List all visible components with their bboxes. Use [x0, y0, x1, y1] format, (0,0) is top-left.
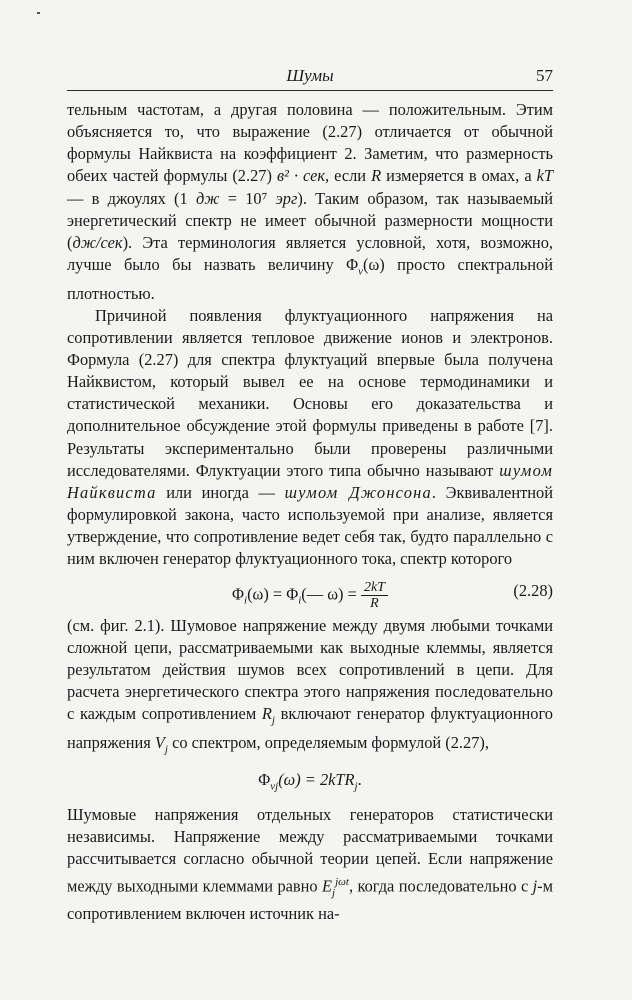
text-run: . Эквивалентной формулировкой закона, часто используемой при анализе, является утверждение, что сопротивление ведет себя так, будто параллельно с ним включен генератор флуктуационного тока, спектр которого — [67, 482, 553, 569]
subscript: v — [358, 265, 363, 278]
equation-2-28 — [67, 571, 553, 615]
term-johnson-noise: шумом Джонсона — [284, 482, 432, 502]
subscript: j — [354, 780, 358, 793]
text-run: (см. фиг. 2.1). Шумовое напряжение между двумя любыми точками сложной цепи, рассматриваемыми как выходные клеммы, является результатом действия шумов всех сопротивлений в цепи. Для расчета энергетического спектра этого напряжения последовательно с каждым сопротивлением — [67, 615, 553, 724]
symbol-kt: kT — [536, 166, 554, 186]
formula — [232, 580, 388, 612]
text-run: -м сопротивлением включен источник на- — [67, 876, 554, 924]
text-run: измеряется в омах, а — [381, 166, 537, 186]
term-nyquist-noise: шумом Найквиста — [67, 460, 553, 502]
running-title: Шумы — [286, 66, 334, 85]
subscript: j — [271, 714, 275, 727]
text-run: (ω) просто спектральной плотностью. — [67, 255, 553, 303]
paragraph-3 — [67, 615, 553, 761]
text-run: (ω) = 2kTR — [278, 770, 355, 790]
fraction-denominator: R — [370, 595, 379, 611]
page-body — [67, 99, 553, 926]
text-run: (ω) = Φ — [247, 583, 299, 603]
text-run: = 10⁷ — [219, 188, 276, 208]
text-run: (— ω) = — [301, 583, 357, 603]
subscript: vj — [270, 780, 279, 793]
unit-text: дж — [195, 188, 220, 208]
page-number: 57 — [536, 66, 553, 85]
symbol-r: R — [371, 166, 382, 186]
unit-text: в² · сек, — [276, 166, 330, 186]
text-run: — в джоулях (1 — [67, 188, 196, 208]
text-run: тельным частотам, а другая половина — положительным. Этим объясняется то, что выражение (2.27) отличается от обычной формулы Найквиста на коэффициент 2. Заметим, что размерность обеих частей формулы (2.27) — [67, 100, 553, 186]
equation-number: (2.28) — [513, 580, 553, 600]
paragraph-2 — [67, 305, 553, 571]
text-run: . — [357, 770, 362, 790]
text-run: Φ — [258, 770, 271, 790]
header-rule — [67, 90, 553, 91]
page-header — [67, 66, 553, 88]
text-run: если — [329, 166, 372, 186]
text-run: Шумовые напряжения отдельных генераторов статистически независимы. Напряжение между рассматриваемыми точками рассчитывается согласно обычной теории цепей. Если напряжение между выходными клеммами равно — [67, 805, 553, 895]
text-run: включают генератор флуктуационного напряжения — [67, 704, 553, 752]
subscript: i — [298, 594, 302, 607]
fraction-numerator: 2kT — [361, 580, 388, 596]
symbol-v: V — [154, 732, 165, 752]
formula — [258, 769, 361, 797]
text-run: Причиной появления флуктуационного напряжения на сопротивлении является тепловое движение ионов и электронов. Формула (2.27) для спектра флуктуаций впервые была получена Найквистом, который вывел ее на основе термодинамики и статистической механики. Основы его доказательства и дополнительное обсуждение этой формулы приведены в работе [7]. Результаты экспериментально были проверены различными исследователями. Флуктуации этого типа обычно называют — [67, 305, 553, 480]
subscript: j — [332, 886, 336, 899]
text-run: или иногда — — [156, 482, 285, 502]
text-run: ). Эта терминология является условной, хотя, возможно, лучше было бы назвать величину Φ — [67, 232, 553, 275]
symbol-r: R — [261, 704, 272, 724]
equation-phi-vj — [67, 760, 553, 804]
text-run: со спектром, определяемым формулой (2.27), — [167, 732, 489, 752]
symbol-e: E — [322, 876, 333, 895]
fraction — [361, 580, 388, 611]
unit-text: дж/сек — [72, 232, 123, 252]
paragraph-1 — [67, 99, 553, 305]
unit-text: эрг — [275, 188, 298, 208]
subscript: j — [164, 742, 168, 755]
text-run: ). Таким образом, так называемый энергетический спектр не имеет обычной размерности мощности ( — [67, 188, 553, 252]
text-run: , когда последовательно с — [348, 876, 533, 895]
subscript: i — [244, 594, 248, 607]
paragraph-4 — [67, 804, 553, 926]
scan-speck — [37, 12, 40, 14]
superscript: jωt — [335, 875, 349, 888]
text-run: Φ — [232, 583, 245, 603]
symbol-j: j — [532, 876, 538, 895]
